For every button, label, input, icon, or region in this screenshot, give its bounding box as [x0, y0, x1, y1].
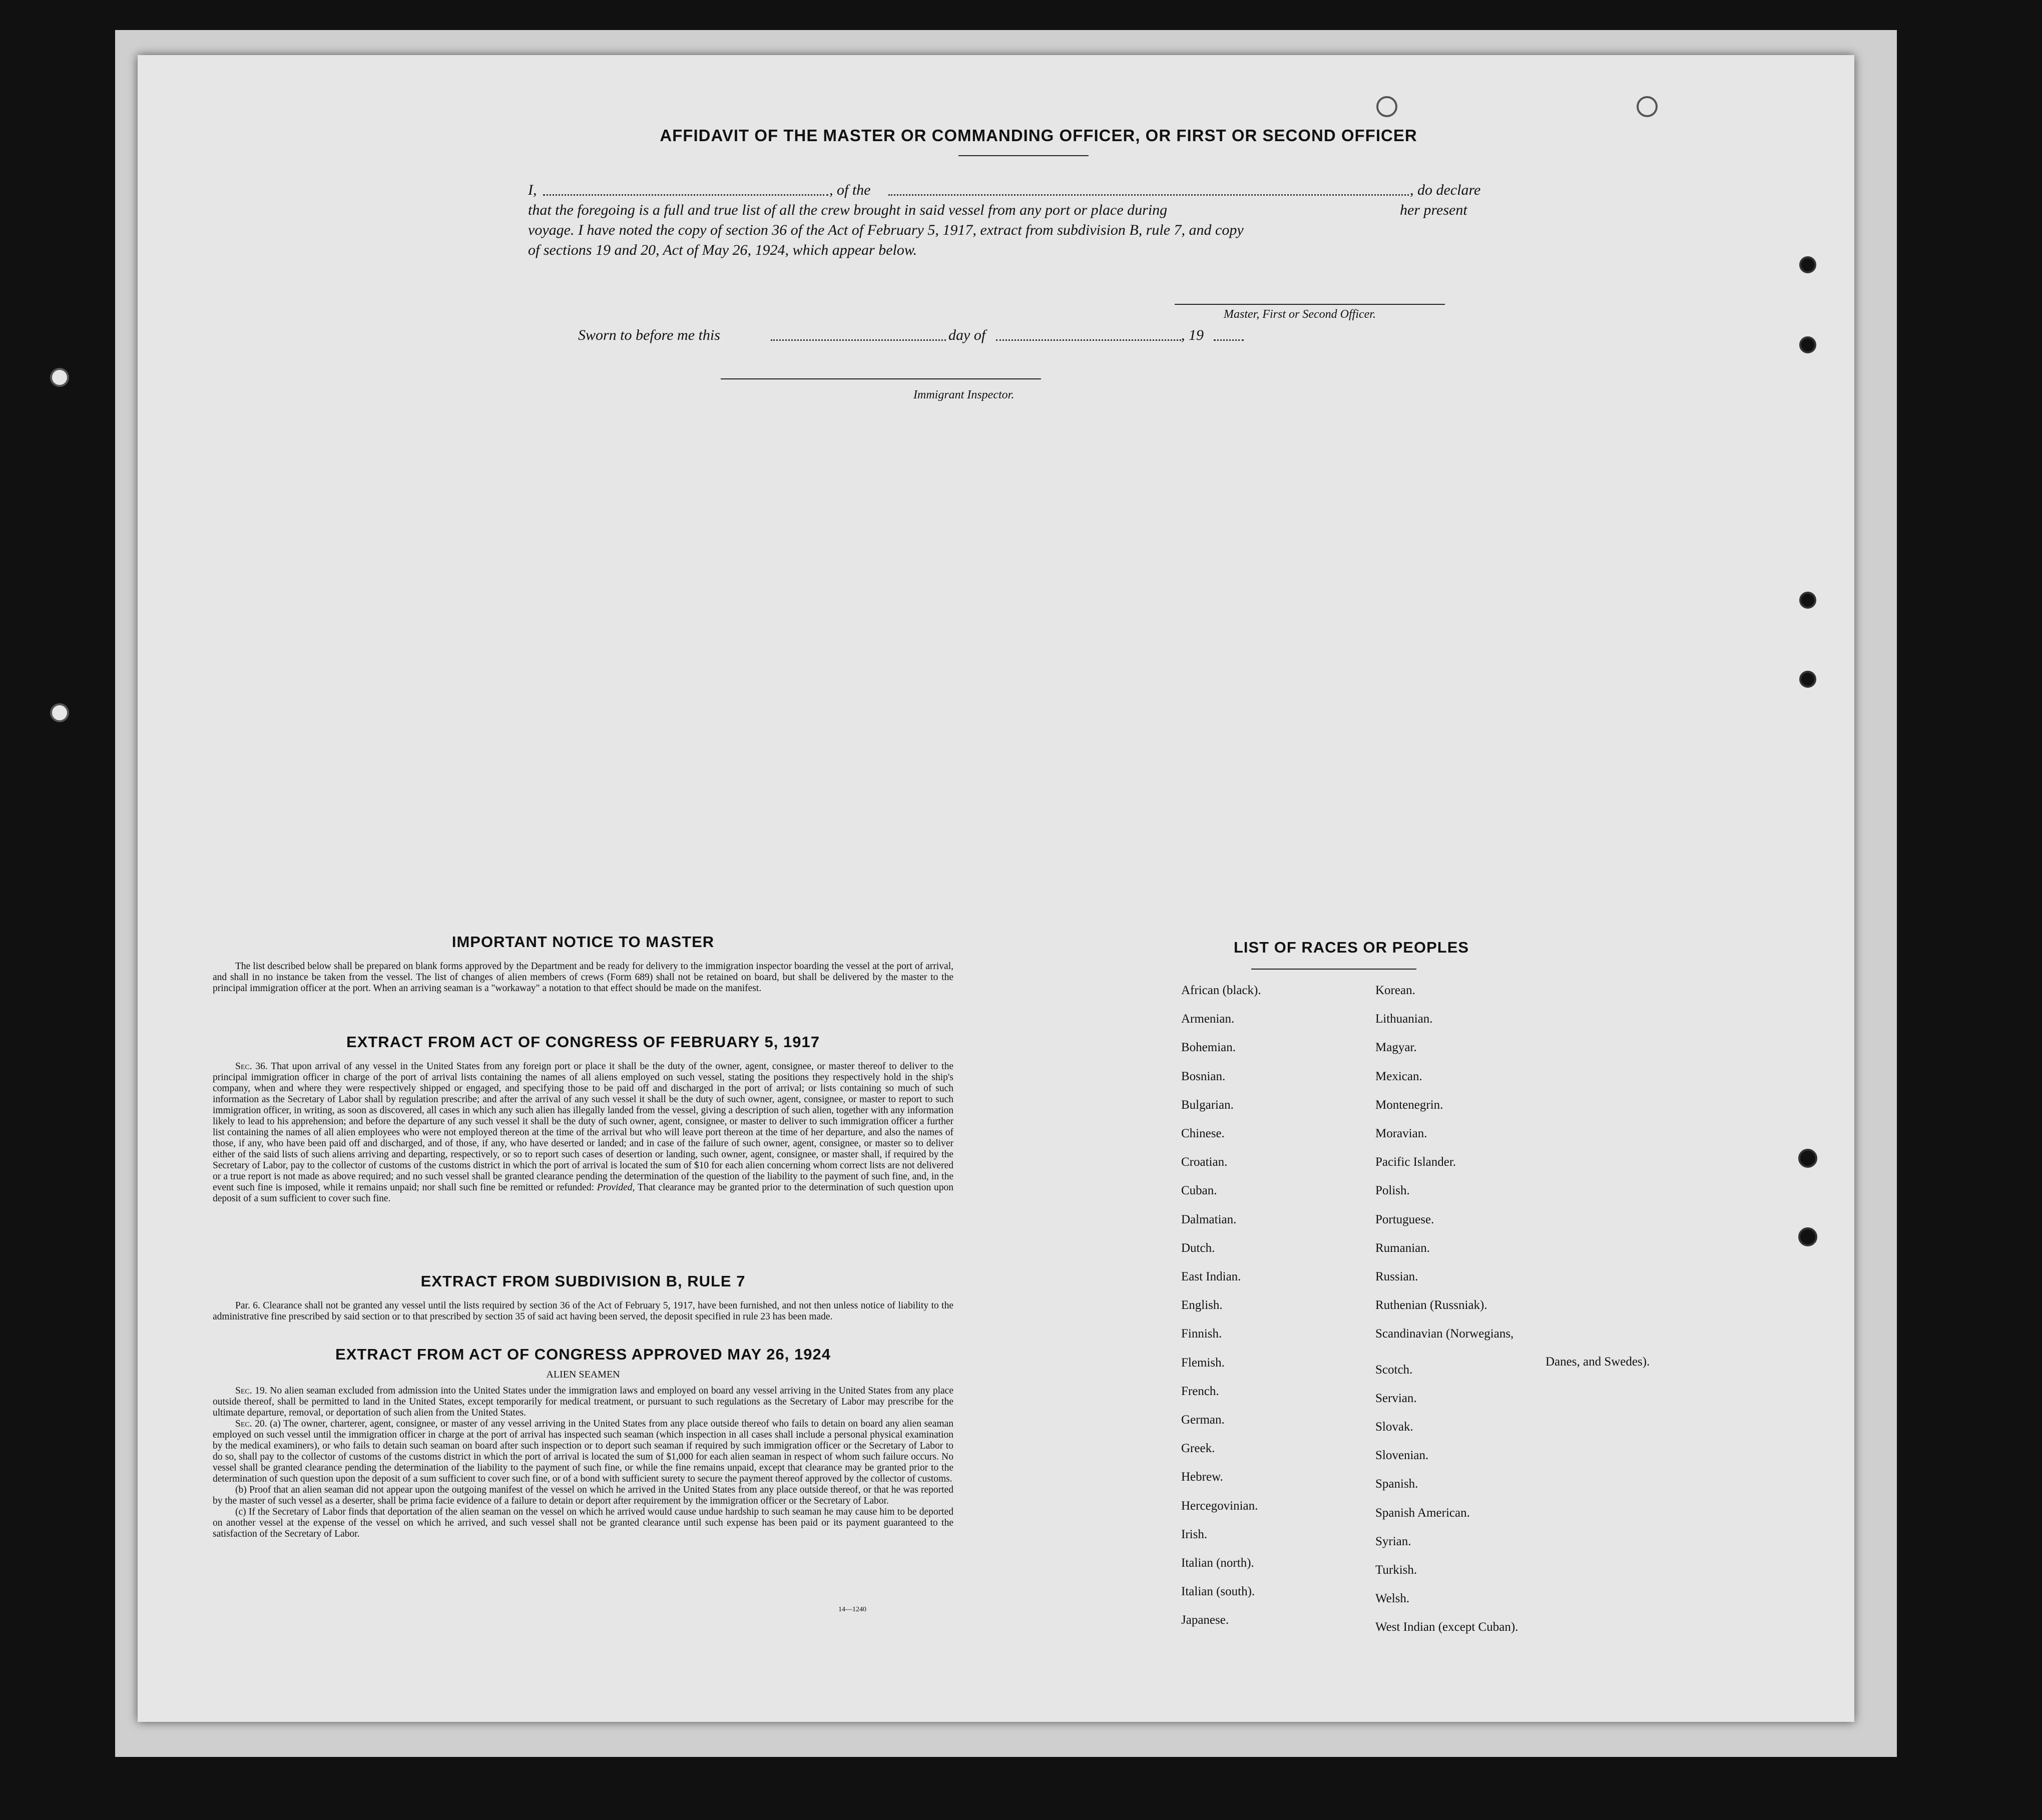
race-item: Korean. — [1375, 984, 1415, 997]
race-item: Dutch. — [1181, 1241, 1215, 1255]
affidavit-line2b: her present — [1400, 202, 1467, 218]
inspector-signature-caption: Immigrant Inspector. — [913, 388, 1014, 401]
name-blank[interactable] — [543, 194, 828, 196]
race-item: Welsh. — [1375, 1592, 1410, 1606]
race-item: Croatian. — [1181, 1155, 1228, 1169]
race-item: Slovak. — [1375, 1420, 1413, 1434]
provided-word: Provided, — [597, 1182, 635, 1193]
race-item: Russian. — [1375, 1270, 1418, 1283]
punch-hole — [1376, 96, 1397, 117]
extract-1917-title: EXTRACT FROM ACT OF CONGRESS OF FEBRUARY 5, 1917 — [346, 1033, 820, 1051]
notice-title: IMPORTANT NOTICE TO MASTER — [451, 933, 715, 951]
race-item: Dalmatian. — [1181, 1212, 1237, 1226]
sworn-year-blank[interactable] — [1214, 339, 1244, 341]
sec19-paragraph — [213, 1386, 953, 1419]
sec20-label: Sec. 20. — [235, 1419, 267, 1429]
race-item: Chinese. — [1181, 1127, 1225, 1140]
races-title-underline — [1251, 969, 1416, 970]
extract-1917-text — [213, 1061, 953, 1204]
race-item: Spanish. — [1375, 1477, 1418, 1491]
race-item: Scandinavian (Norwegians, — [1375, 1327, 1514, 1341]
race-item: Bulgarian. — [1181, 1098, 1234, 1112]
race-item: Magyar. — [1375, 1041, 1417, 1055]
sec20a-body: (a) The owner, charterer, agent, consignee, or master of any vessel arriving in the United States from any place outside thereof who fails to detain on board any alien seaman employed on such vessel until the immigration officer in charge at the port of arrival has inspected such seaman (which inspection in all cases shall include a personal physical examination by the medical examiners), or who fails to detain such seaman on board after such inspection or to deport such seaman if required by such immigration officer or the Secretary of Labor to do so, shall pay to the collector of customs of the customs district in which the port of arrival is located the sum of $1,000 for each alien seaman in respect of whom such failure occurs. No vessel shall be granted clearance pending the determination of the liability to the payment of such fine, or while the fine remains unpaid, except that clearance may be granted prior to the determination of such question upon the deposit of a sum sufficient to cover such fine, or of a bond with sufficient surety to secure the payment thereof approved by the collector of customs. — [213, 1419, 954, 1484]
sec20b-paragraph: (b) Proof that an alien seaman did not appear upon the outgoing manifest of the vessel on which he arrived in the United States from any place outside thereof, or that he was reported by the master of such vessel as a deserter, shall be prima facie evidence of a failure to detain or deport after requirement by the immigration officer or the Secretary of Labor. — [213, 1485, 953, 1506]
race-item: West Indian (except Cuban). — [1375, 1620, 1518, 1634]
inspector-signature-line[interactable] — [721, 378, 1041, 379]
race-item: Cuban. — [1181, 1184, 1217, 1198]
title-underline — [958, 155, 1089, 156]
race-item: Polish. — [1375, 1184, 1410, 1198]
punch-hole — [50, 703, 69, 722]
race-item: Flemish. — [1181, 1355, 1225, 1370]
affidavit-line3: voyage. I have noted the copy of section 36 of the Act of February 5, 1917, extract from subdivision B, rule 7, and copy — [528, 222, 1244, 238]
punch-hole — [1799, 336, 1816, 353]
punch-hole — [50, 368, 69, 387]
extract-1924-text — [213, 1386, 953, 1540]
race-item: East Indian. — [1181, 1270, 1241, 1283]
master-signature-line[interactable] — [1175, 304, 1445, 305]
punch-hole — [1798, 1227, 1817, 1246]
affidavit-declare: , do declare — [1410, 182, 1481, 198]
affidavit-of-the: , of the — [829, 182, 871, 198]
sec20c-paragraph: (c) If the Secretary of Labor finds that deportation of the alien seaman on the vessel on which he arrived would cause undue hardship to such seaman he may cause him to be deported on another vessel at the expense of the vessel on which he arrived, and such vessel shall not be granted clearance until such expense has been paid or its payment guaranteed to the satisfaction of the Secretary of Labor. — [213, 1507, 953, 1539]
punch-hole — [1799, 256, 1816, 273]
sec20a-paragraph — [213, 1419, 953, 1485]
race-item: Bosnian. — [1181, 1069, 1226, 1083]
punch-hole — [1798, 1149, 1817, 1168]
document-sheet — [138, 55, 1854, 1722]
race-item: Hercegovinian. — [1181, 1499, 1258, 1513]
race-item: Greek. — [1181, 1442, 1215, 1456]
master-signature-caption: Master, First or Second Officer. — [1224, 308, 1376, 321]
day-of-label: day of — [948, 327, 986, 343]
race-item: Slovenian. — [1375, 1449, 1429, 1463]
sec36-body: That upon arrival of any vessel in the United States from any foreign port or place it shall be the duty of the owner, agent, consignee, or master thereof to deliver to the principal immigration officer in charge of the port of arrival lists containing the names of all aliens employed on such vessel, stating the positions they respectively hold in the ship's company, when and where they were respectively shipped or engaged, and specifying those to be paid off and discharged in the port of arrival; or lists containing so much of such information as the Secretary of Labor shall by regulation prescribe; and after the arrival of any such vessel it shall be the duty of such owner, agent, consignee, or master to report to such immigration officer, in writing, as soon as discovered, all cases in which any such alien has illegally landed from the vessel, giving a description of such alien, together with any information likely to lead to his apprehension; and before the departure of any such vessel it shall be the duty of such owner, agent, consignee, or master to deliver to such immigration officer a further list containing the names of all alien employees who were not employed thereon at the time of the arrival but who will leave port thereon at the time of her departure, and also the names of those, if any, who have been paid off and discharged, and of those, if any, who have deserted or landed; and in case of the failure of such owner, agent, consignee, or master so to deliver either of the said lists of such aliens arriving and departing, respectively, or so to report such cases of desertion or landing, such owner, agent, consignee, or master shall, if required by the Secretary of Labor, pay to the collector of customs of the customs district in which the port of arrival is located the sum of $10 for each alien concerning whom correct lists are not delivered or a true report is not made as above required; and no such vessel shall be granted clearance pending the determination of the question of the liability to the payment of such fine, and, in the event such fine is imposed, while it remains unpaid; nor shall such fine be remitted or refunded: — [213, 1061, 953, 1193]
races-title: LIST OF RACES OR PEOPLES — [1233, 939, 1469, 956]
affidavit-line2a: that the foregoing is a full and true list of all the crew brought in said vessel from any port or place during — [528, 202, 1168, 218]
rule7-title: EXTRACT FROM SUBDIVISION B, RULE 7 — [420, 1272, 746, 1290]
race-item: Armenian. — [1181, 1012, 1235, 1026]
race-scandinavian-continued: Danes, and Swedes). — [1546, 1355, 1650, 1369]
race-item: Pacific Islander. — [1375, 1155, 1456, 1169]
extract-1924-title: EXTRACT FROM ACT OF CONGRESS APPROVED MAY 26, 1924 — [335, 1345, 831, 1363]
race-item: Bohemian. — [1181, 1041, 1236, 1055]
race-item: Mexican. — [1375, 1069, 1422, 1083]
race-item: Ruthenian (Russniak). — [1375, 1298, 1487, 1312]
race-item: Turkish. — [1375, 1563, 1417, 1577]
race-item: English. — [1181, 1298, 1223, 1312]
punch-hole — [1799, 671, 1816, 688]
race-item: African (black). — [1181, 984, 1261, 997]
sec36-label: Sec. 36. — [235, 1061, 268, 1072]
race-item: Italian (north). — [1181, 1556, 1254, 1570]
race-item: Italian (south). — [1181, 1585, 1255, 1599]
form-number: 14—1240 — [838, 1606, 866, 1613]
sworn-label: Sworn to before me this — [578, 327, 720, 343]
sworn-day-blank[interactable] — [771, 339, 946, 341]
race-item: Portuguese. — [1375, 1212, 1434, 1226]
race-item: Japanese. — [1181, 1613, 1229, 1627]
punch-hole — [1637, 96, 1658, 117]
vessel-blank[interactable] — [888, 194, 1409, 196]
race-item: French. — [1181, 1384, 1219, 1398]
affidavit-title: AFFIDAVIT OF THE MASTER OR COMMANDING OFFICER, OR FIRST OR SECOND OFFICER — [660, 126, 1417, 145]
race-item: Syrian. — [1375, 1534, 1411, 1548]
affidavit-i: I, — [528, 182, 537, 198]
race-item: German. — [1181, 1413, 1225, 1427]
race-item: Moravian. — [1375, 1127, 1427, 1140]
notice-text: The list described below shall be prepared on blank forms approved by the Department and be ready for delivery to the immigration inspector boarding the vessel at the port of arrival, and shall in no instance be taken from the vessel. The list of changes of alien members of crews (Form 689) shall not be retained on board, but shall be delivered by the master to the principal immigration officer at the port. When an arriving seaman is a "workaway" a notation to that effect should be made on the manifest. — [213, 961, 953, 994]
race-item: Hebrew. — [1181, 1470, 1223, 1484]
race-item: Finnish. — [1181, 1327, 1222, 1341]
sec36-end: That clearance may be granted prior to the determination of such question upon deposit of a sum sufficient to cover such fine. — [213, 1182, 953, 1204]
race-item: Servian. — [1375, 1391, 1417, 1405]
race-item: Montenegrin. — [1375, 1098, 1443, 1112]
alien-seamen-subtitle: ALIEN SEAMEN — [546, 1369, 620, 1380]
sworn-month-blank[interactable] — [996, 339, 1181, 341]
sec19-label: Sec. 19. — [235, 1386, 267, 1396]
sec19-body: No alien seaman excluded from admission into the United States under the immigration laws and employed on board any vessel arriving in the United States from any place outside thereof, shall be permitted to land in the United States, except temporarily for medical treatment, or pursuant to such regulations as the Secretary of Labor may prescribe for the ultimate departure, removal, or deportation of such alien from the United States. — [213, 1386, 953, 1418]
race-item: Rumanian. — [1375, 1241, 1430, 1255]
race-item: Irish. — [1181, 1527, 1208, 1541]
race-item: Spanish American. — [1375, 1506, 1470, 1520]
race-item: Scotch. — [1375, 1362, 1413, 1377]
race-item: Lithuanian. — [1375, 1012, 1433, 1026]
affidavit-line4: of sections 19 and 20, Act of May 26, 1924, which appear below. — [528, 242, 917, 258]
punch-hole — [1799, 592, 1816, 609]
rule7-text: Par. 6. Clearance shall not be granted any vessel until the lists required by section 36 of the Act of February 5, 1917, have been furnished, and not then unless notice of liability to the administrative fine prescribed by said section or to that prescribed by section 35 of said act having been served, the deposit specified in rule 23 has been made. — [213, 1300, 953, 1322]
year-label: , 19 — [1181, 327, 1204, 343]
affidavit-body — [528, 180, 1629, 260]
